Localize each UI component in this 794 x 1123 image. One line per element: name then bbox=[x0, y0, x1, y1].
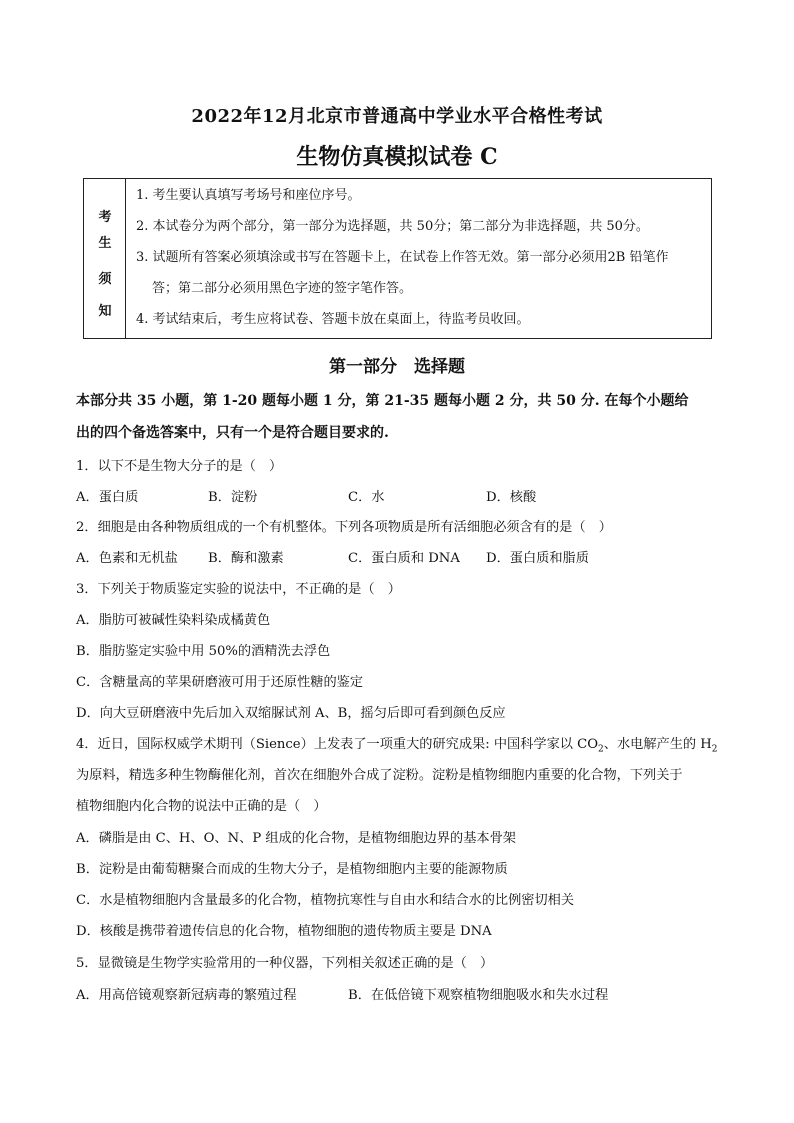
candidate-notice-box bbox=[83, 178, 712, 339]
question-stem: 5．显微镜是生物学实验常用的一种仪器，下列相关叙述正确的是（ ） bbox=[76, 956, 494, 971]
answer-option: D．核酸是携带着遗传信息的化合物，植物细胞的遗传物质主要是 DNA bbox=[76, 924, 492, 939]
notice-label-char: 考 bbox=[98, 210, 112, 225]
notice-item: 3. 试题所有答案必须填涂或书写在答题卡上，在试卷上作答无效。第一部分必须用2B 铅笔作 bbox=[136, 250, 669, 265]
answer-option: C．含糖量高的苹果研磨液可用于还原性糖的鉴定 bbox=[76, 675, 364, 690]
notice-label bbox=[84, 179, 126, 338]
notice-item: 4. 考试结束后，考生应将试卷、答题卡放在桌面上，待监考员收回。 bbox=[136, 312, 530, 327]
answer-option: A．蛋白质 bbox=[76, 490, 139, 505]
exam-subtitle: 生物仿真模拟试卷 C bbox=[296, 144, 498, 170]
section-intro: 本部分共 35 小题，第 1-20 题每小题 1 分，第 21-35 题每小题 2 分，共 50 分. 在每个小题给 bbox=[76, 393, 689, 409]
subscript: 2 bbox=[711, 744, 718, 755]
answer-option: A．磷脂是由 C、H、O、N、P 组成的化合物，是植物细胞边界的基本骨架 bbox=[76, 831, 516, 846]
answer-option: D．向大豆研磨液中先后加入双缩脲试剂 A、B，摇匀后即可看到颜色反应 bbox=[76, 706, 506, 721]
answer-option: B．淀粉 bbox=[208, 490, 258, 505]
answer-option: A．用高倍镜观察新冠病毒的繁殖过程 bbox=[76, 988, 297, 1003]
answer-option: A．脂肪可被碱性染料染成橘黄色 bbox=[76, 613, 271, 628]
answer-option: B．在低倍镜下观察植物细胞吸水和失水过程 bbox=[348, 988, 609, 1003]
exam-title: 2022年12月北京市普通高中学业水平合格性考试 bbox=[191, 106, 603, 127]
answer-option: B．酶和激素 bbox=[208, 551, 284, 566]
notice-label-char: 生 bbox=[98, 236, 112, 251]
answer-option: D．蛋白质和脂质 bbox=[486, 551, 589, 566]
notice-label-char: 知 bbox=[98, 304, 112, 319]
question-stem: 2．细胞是由各种物质组成的一个有机整体。下列各项物质是所有活细胞必须含有的是（ ） bbox=[76, 520, 612, 535]
stem-text: 4．近日，国际权威学术期刊（Sience）上发表了一项重大的研究成果: 中国科学家以 CO bbox=[76, 737, 599, 752]
question-stem bbox=[76, 733, 718, 755]
answer-option: B．脂肪鉴定实验中用 50%的酒精洗去浮色 bbox=[76, 644, 331, 659]
notice-item: 2. 本试卷分为两个部分，第一部分为选择题，共 50分；第二部分为非选择题，共 50分。 bbox=[136, 219, 649, 234]
section-title: 第一部分 选择题 bbox=[329, 357, 465, 377]
question-stem: 3．下列关于物质鉴定实验的说法中，不正确的是（ ） bbox=[76, 582, 401, 597]
question-stem: 1．以下不是生物大分子的是（ ） bbox=[76, 459, 283, 474]
notice-item: 1. 考生要认真填写考场号和座位序号。 bbox=[136, 188, 361, 203]
question-stem: 为原料，精选多种生物酶催化剂，首次在细胞外合成了淀粉。淀粉是植物细胞内重要的化合物，下列关于 bbox=[76, 768, 683, 783]
answer-option: D．核酸 bbox=[486, 490, 537, 505]
answer-option: A．色素和无机盐 bbox=[76, 551, 178, 566]
answer-option: C．蛋白质和 DNA bbox=[348, 551, 460, 566]
notice-label-char: 须 bbox=[98, 272, 112, 287]
answer-option: C．水是植物细胞内含量最多的化合物，植物抗寒性与自由水和结合水的比例密切相关 bbox=[76, 893, 575, 908]
subscript: 2 bbox=[598, 744, 604, 755]
question-stem: 植物细胞内化合物的说法中正确的是（ ） bbox=[76, 799, 327, 814]
notice-item: 答；第二部分必须用黑色字迹的签字笔作答。 bbox=[152, 281, 413, 296]
answer-option: B．淀粉是由葡萄糖聚合而成的生物大分子，是植物细胞内主要的能源物质 bbox=[76, 862, 508, 877]
stem-text: 、水电解产生的 H bbox=[603, 737, 712, 752]
answer-option: C．水 bbox=[348, 490, 385, 505]
section-intro: 出的四个备选答案中，只有一个是符合题目要求的. bbox=[76, 425, 389, 441]
